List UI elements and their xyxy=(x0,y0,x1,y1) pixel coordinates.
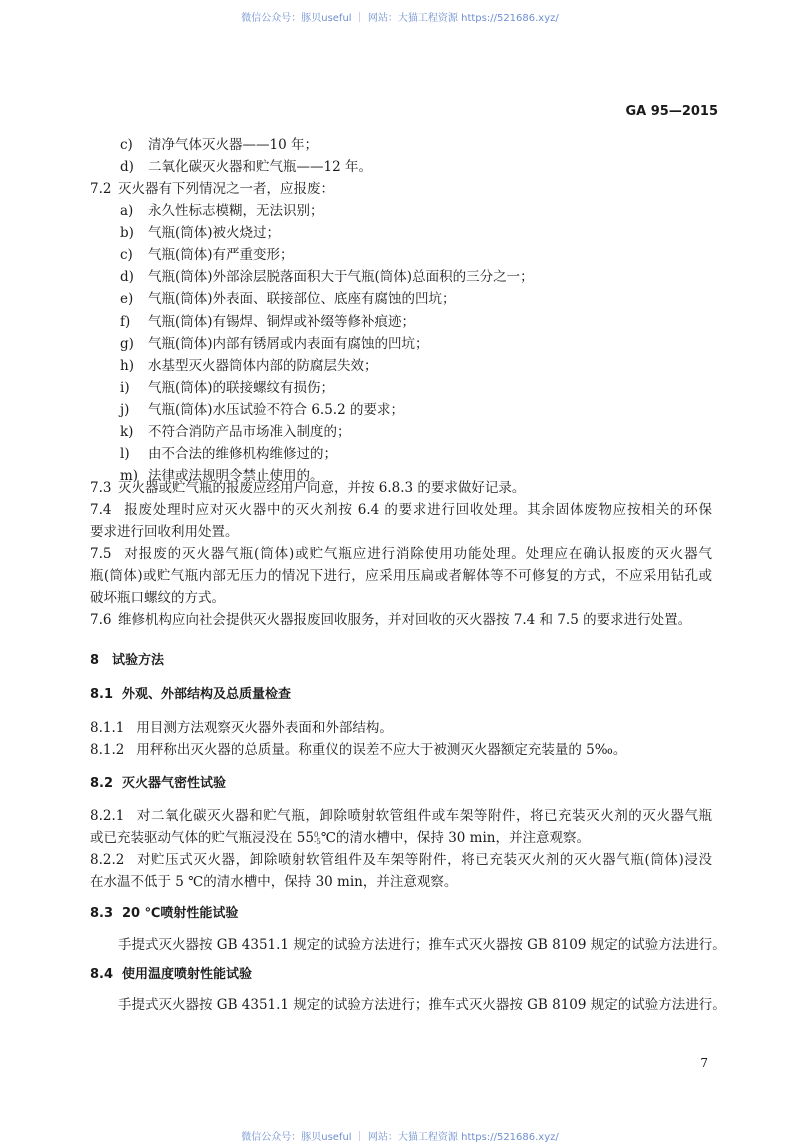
clause-text-cont: 破坏瓶口螺纹的方式。 xyxy=(90,590,225,606)
section-8-4-heading xyxy=(90,966,252,984)
item-label: a) xyxy=(120,203,134,219)
clause-text-cont xyxy=(90,829,590,847)
heading-title: 灭火器气密性试验 xyxy=(122,776,227,791)
clause-number: 8.2.1 xyxy=(90,808,125,824)
item-label: b) xyxy=(120,225,134,242)
watermark-footer: 微信公众号：豚贝useful ｜ 网站：大猫工程资源 https://521686.xyz/ xyxy=(241,1132,559,1143)
item-text: 气瓶(筒体)的联接螺纹有损伤； xyxy=(148,379,335,396)
item-text: 水基型灭火器筒体内部的防腐层失效； xyxy=(148,357,378,374)
list-item xyxy=(120,445,337,463)
clause-number: 7.2 xyxy=(90,181,112,197)
item-text: 气瓶(筒体)外表面、联接部位、底座有腐蚀的凹坑； xyxy=(148,291,456,308)
item-label: m) xyxy=(120,468,139,485)
clause-8-2-2 xyxy=(90,851,712,869)
item-text: 气瓶(筒体)外部涂层脱落面积大于气瓶(筒体)总面积的三分之一； xyxy=(148,269,534,286)
heading-title: 20 ℃喷射性能试验 xyxy=(122,906,239,921)
clause-text: 用秤称出灭火器的总质量。称重仪的误差不应大于被测灭火器额定充装量的 5‰。 xyxy=(136,742,627,758)
clause-text: 报废处理时应对灭火器中的灭火剂按 6.4 的要求进行回收处理。其余固体废物应按相关的环保 xyxy=(123,502,712,518)
item-text: 由不合法的维修机构维修过的； xyxy=(148,446,337,463)
list-item xyxy=(120,290,456,308)
page-number: 7 xyxy=(700,1056,708,1070)
clause-text: 对二氧化碳灭火器和贮气瓶，卸除喷射软管组件或车架等附件，将已充装灭火剂的灭火器气瓶 xyxy=(136,808,712,824)
clause-number: 7.6 xyxy=(90,612,112,628)
item-label: k) xyxy=(120,424,134,440)
standard-code: GA 95—2015 xyxy=(625,104,718,119)
heading-number: 8.4 xyxy=(90,967,114,982)
item-text: 永久性标志模糊，无法识别； xyxy=(148,203,324,219)
item-label: d) xyxy=(120,159,134,175)
heading-title: 使用温度喷射性能试验 xyxy=(122,967,253,982)
list-item xyxy=(120,335,429,353)
heading-title: 外观、外部结构及总质量检查 xyxy=(122,687,292,702)
clause-text: 维修机构应向社会提供灭火器报废回收服务，并对回收的灭火器按 7.4 和 7.5 的要求进行处置。 xyxy=(118,612,692,628)
temperature-tolerance xyxy=(314,832,321,846)
item-text: 不符合消防产品市场准入制度的； xyxy=(148,424,351,440)
section-8-heading xyxy=(90,652,164,670)
item-label: d) xyxy=(120,269,134,286)
list-item xyxy=(120,136,318,154)
clause-text-cont: 要求进行回收利用处置。 xyxy=(90,524,239,540)
clause-8-2-1 xyxy=(90,807,712,825)
list-item xyxy=(120,202,324,220)
section-8-1-heading xyxy=(90,686,291,704)
clause-text: 灭火器有下列情况之一者，应报废： xyxy=(118,181,334,197)
tolerance-upper: 0 xyxy=(313,830,319,839)
clause-text: 对贮压式灭火器，卸除喷射软管组件及车架等附件，将已充装灭火剂的灭火器气瓶(筒体)浸没 xyxy=(136,852,712,868)
clause-7-2 xyxy=(90,180,334,198)
item-label: e) xyxy=(120,291,134,308)
item-label: h) xyxy=(120,357,134,374)
list-item xyxy=(120,158,372,176)
list-item xyxy=(120,246,294,264)
clause-7-4 xyxy=(90,501,712,519)
clause-number: 8.1.1 xyxy=(90,720,125,736)
heading-number: 8 xyxy=(90,653,100,668)
clause-text: 对报废的灭火器气瓶(筒体)或贮气瓶应进行消除使用功能处理。处理应在确认报废的灭火器气 xyxy=(123,546,712,562)
clause-text: 用目测方法观察灭火器外表面和外部结构。 xyxy=(136,720,393,736)
text: ℃的清水槽中，保持 30 min，并注意观察。 xyxy=(320,830,590,846)
item-label: c) xyxy=(120,247,133,264)
clause-text-cont: 在水温不低于 5 ℃的清水槽中，保持 30 min，并注意观察。 xyxy=(90,874,458,890)
list-item xyxy=(120,268,534,286)
item-text: 气瓶(筒体)被火烧过； xyxy=(148,225,281,242)
clause-number: 7.3 xyxy=(90,480,112,496)
clause-8-1-2 xyxy=(90,741,626,759)
clause-number: 8.2.2 xyxy=(90,852,125,868)
clause-text: 手提式灭火器按 GB 4351.1 规定的试验方法进行；推车式灭火器按 GB 8109 规定的试验方法进行。 xyxy=(118,997,726,1013)
list-item xyxy=(120,423,351,441)
item-text: 法律或法规明令禁止使用的。 xyxy=(148,468,324,485)
section-8-3-heading xyxy=(90,905,238,923)
list-item xyxy=(120,313,415,331)
text: 或已充装驱动气体的贮气瓶浸没在 55 xyxy=(90,830,314,846)
clause-number: 7.5 xyxy=(90,546,112,562)
list-item xyxy=(120,224,280,242)
clause-7-6 xyxy=(90,611,691,629)
watermark-header: 微信公众号：豚贝useful ｜ 网站：大猫工程资源 https://521686.xyz/ xyxy=(241,13,559,24)
clause-7-5 xyxy=(90,545,712,563)
clause-text: 灭火器或贮气瓶的报废应经用户同意，并按 6.8.3 的要求做好记录。 xyxy=(118,480,526,496)
heading-number: 8.1 xyxy=(90,687,114,702)
item-label: g) xyxy=(120,335,134,352)
heading-number: 8.3 xyxy=(90,906,114,921)
clause-text: 手提式灭火器按 GB 4351.1 规定的试验方法进行；推车式灭火器按 GB 8109 规定的试验方法进行。 xyxy=(118,937,726,953)
item-text: 二氧化碳灭火器和贮气瓶——12 年。 xyxy=(148,159,372,175)
clause-7-3 xyxy=(90,479,525,497)
item-text: 气瓶(筒体)内部有锈屑或内表面有腐蚀的凹坑； xyxy=(148,335,429,352)
item-label: i) xyxy=(120,379,130,396)
item-label: f) xyxy=(120,313,131,330)
item-text: 气瓶(筒体)有严重变形； xyxy=(148,247,294,264)
item-label: c) xyxy=(120,137,133,153)
list-item xyxy=(120,401,404,419)
list-item xyxy=(120,379,334,397)
tolerance-lower: -5 xyxy=(313,837,321,846)
item-text: 气瓶(筒体)水压试验不符合 6.5.2 的要求； xyxy=(148,401,404,418)
item-text: 清净气体灭火器——10 年； xyxy=(148,137,318,153)
list-item xyxy=(120,357,378,375)
clause-number: 8.1.2 xyxy=(90,742,125,758)
clause-text-cont: 瓶(筒体)或贮气瓶内部无压力的情况下进行，应采用压扁或者解体等不可修复的方式，不应采用钻孔或 xyxy=(90,568,712,584)
item-label: j) xyxy=(120,401,130,418)
section-8-2-heading xyxy=(90,775,226,793)
heading-title: 试验方法 xyxy=(112,653,165,668)
item-text: 气瓶(筒体)有锡焊、铜焊或补缀等修补痕迹； xyxy=(148,313,416,330)
clause-8-1-1 xyxy=(90,719,393,737)
item-label: l) xyxy=(120,446,130,463)
heading-number: 8.2 xyxy=(90,776,114,791)
clause-number: 7.4 xyxy=(90,502,112,518)
